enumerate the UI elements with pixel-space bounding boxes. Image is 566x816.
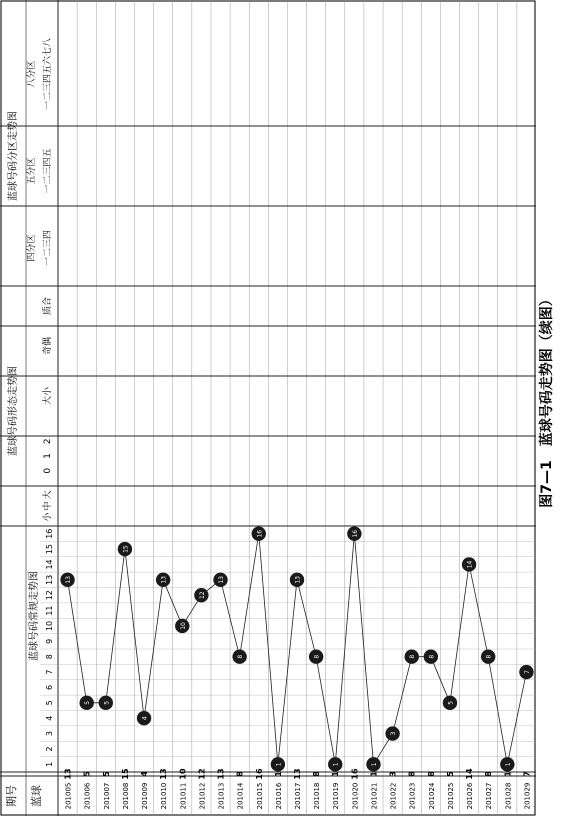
blue-number-label: 8	[426, 771, 436, 777]
issue-label: 201009	[141, 782, 150, 810]
issue-label: 201006	[83, 782, 92, 810]
blue-ball-number: 8	[485, 654, 493, 659]
column-headers	[4, 38, 53, 807]
blue-ball-number: 16	[351, 529, 359, 538]
issue-label: 201010	[160, 782, 169, 810]
issue-label: 201029	[523, 782, 532, 810]
blue-number-label: 16	[254, 768, 264, 780]
issue-label: 201012	[198, 782, 207, 810]
number-col-label: 12	[45, 590, 54, 601]
figure-caption: 图7—1 蓝球号码走势图（续图）	[539, 292, 555, 508]
header-regular: 蓝球号码常规走势图	[29, 571, 40, 661]
blue-number-label: 5	[82, 771, 92, 777]
header-blue: 蓝球	[30, 785, 43, 807]
issue-label: 201015	[255, 782, 264, 810]
number-col-label: 4	[45, 715, 54, 721]
issue-label: 201014	[236, 782, 245, 810]
chart-frame	[1, 1, 535, 815]
header-mod3: 0 1 2	[43, 438, 53, 474]
number-col-label: 10	[45, 620, 54, 632]
blue-number-label: 8	[312, 771, 322, 777]
header-zone5: 五分区	[27, 157, 37, 185]
blue-ball-number: 1	[332, 762, 340, 767]
blue-ball-number: 16	[256, 529, 264, 538]
header-shape: 蓝球号码形态走势图	[8, 366, 19, 456]
blue-number-label: 10	[178, 768, 188, 780]
blue-ball-number: 13	[218, 575, 226, 584]
header-prime: 质合	[43, 296, 53, 316]
number-col-label: 1	[45, 761, 54, 767]
issue-label: 201018	[313, 782, 322, 810]
blue-ball-number: 14	[466, 560, 474, 569]
blue-number-label: 13	[63, 768, 73, 780]
issue-rows	[64, 768, 532, 809]
blue-ball-number: 8	[409, 654, 417, 659]
issue-label: 201023	[408, 782, 417, 810]
blue-ball-number: 13	[65, 575, 73, 584]
header-zone8: 八分区	[27, 60, 37, 88]
number-col-label: 6	[45, 684, 54, 690]
number-col-label: 11	[45, 605, 54, 616]
issue-label: 201020	[351, 782, 360, 810]
header-zone8-cols: 一二三四五六七八	[43, 37, 53, 111]
header-big-small: 小中大	[43, 490, 53, 522]
number-col-label: 7	[45, 669, 54, 675]
number-col-label: 3	[45, 731, 54, 737]
issue-label: 201022	[389, 782, 398, 810]
issue-label: 201025	[446, 782, 455, 810]
blue-number-label: 1	[503, 771, 513, 777]
blue-number-label: 12	[197, 768, 207, 780]
blue-ball-number: 5	[103, 700, 111, 705]
issue-label: 201013	[217, 782, 226, 810]
blue-number-label: 15	[120, 768, 130, 780]
blue-ball-number: 5	[447, 700, 455, 705]
header-zone4: 四分区	[27, 234, 37, 262]
issue-label: 201021	[370, 782, 379, 810]
blue-number-label: 5	[445, 771, 455, 777]
number-column-headers	[45, 529, 54, 767]
blue-ball-number: 1	[370, 762, 378, 767]
header-zones: 蓝球号码分区走势图	[8, 111, 19, 201]
blue-ball-number: 13	[294, 575, 302, 584]
blue-ball-number: 4	[141, 716, 149, 721]
blue-ball-number: 3	[390, 731, 398, 736]
number-col-label: 14	[45, 559, 54, 570]
issue-label: 201019	[332, 782, 341, 810]
blue-ball-number: 15	[122, 545, 130, 553]
number-col-label: 5	[45, 700, 54, 706]
blue-number-label: 3	[388, 771, 398, 777]
blue-ball-number: 13	[160, 575, 168, 584]
blue-number-label: 13	[159, 768, 169, 780]
number-col-label: 13	[45, 574, 54, 585]
blue-number-label: 5	[101, 771, 111, 777]
blue-ball-number: 8	[428, 654, 436, 659]
header-odd-even: 大小	[43, 386, 53, 406]
blue-number-label: 13	[216, 768, 226, 780]
issue-label: 201005	[64, 782, 73, 810]
blue-number-label: 8	[407, 771, 417, 777]
blue-number-label: 1	[331, 771, 341, 777]
blue-number-label: 4	[140, 771, 150, 777]
issue-label: 201028	[504, 782, 513, 810]
issue-label: 201007	[102, 782, 111, 810]
issue-label: 201016	[274, 782, 283, 810]
header-issue: 期号	[5, 785, 18, 807]
issue-label: 201011	[179, 782, 188, 810]
number-col-label: 2	[45, 746, 54, 752]
issue-label: 201027	[485, 782, 494, 810]
issue-label: 201008	[121, 782, 130, 810]
number-col-label: 16	[45, 528, 54, 539]
number-col-label: 15	[45, 543, 54, 555]
header-zone4-cols: 一二三四	[43, 229, 53, 267]
blue-number-label: 8	[484, 771, 494, 777]
blue-number-label: 7	[522, 771, 532, 777]
blue-ball-number: 8	[313, 654, 321, 659]
blue-number-label: 16	[350, 768, 360, 780]
blue-number-label: 1	[369, 771, 379, 777]
blue-number-label: 13	[293, 768, 302, 780]
blue-ball-number: 1	[275, 762, 283, 767]
header-parity: 奇偶	[43, 336, 53, 356]
blue-ball-number: 7	[523, 670, 531, 674]
number-col-label: 9	[45, 638, 54, 644]
blue-number-label: 14	[465, 768, 475, 780]
issue-label: 201024	[427, 782, 436, 810]
blue-number-label: 1	[273, 771, 283, 777]
number-col-label: 8	[45, 654, 54, 660]
blue-ball-number: 12	[198, 591, 206, 600]
header-zone5-cols: 一二三四五	[43, 148, 53, 194]
issue-label: 201017	[294, 782, 302, 810]
issue-label: 201026	[466, 782, 475, 810]
blue-ball-number: 10	[179, 622, 187, 630]
blue-ball-number: 5	[84, 700, 92, 705]
blue-ball-number: 1	[504, 762, 512, 767]
blue-ball-number: 8	[237, 654, 245, 659]
blue-number-label: 8	[235, 771, 245, 777]
